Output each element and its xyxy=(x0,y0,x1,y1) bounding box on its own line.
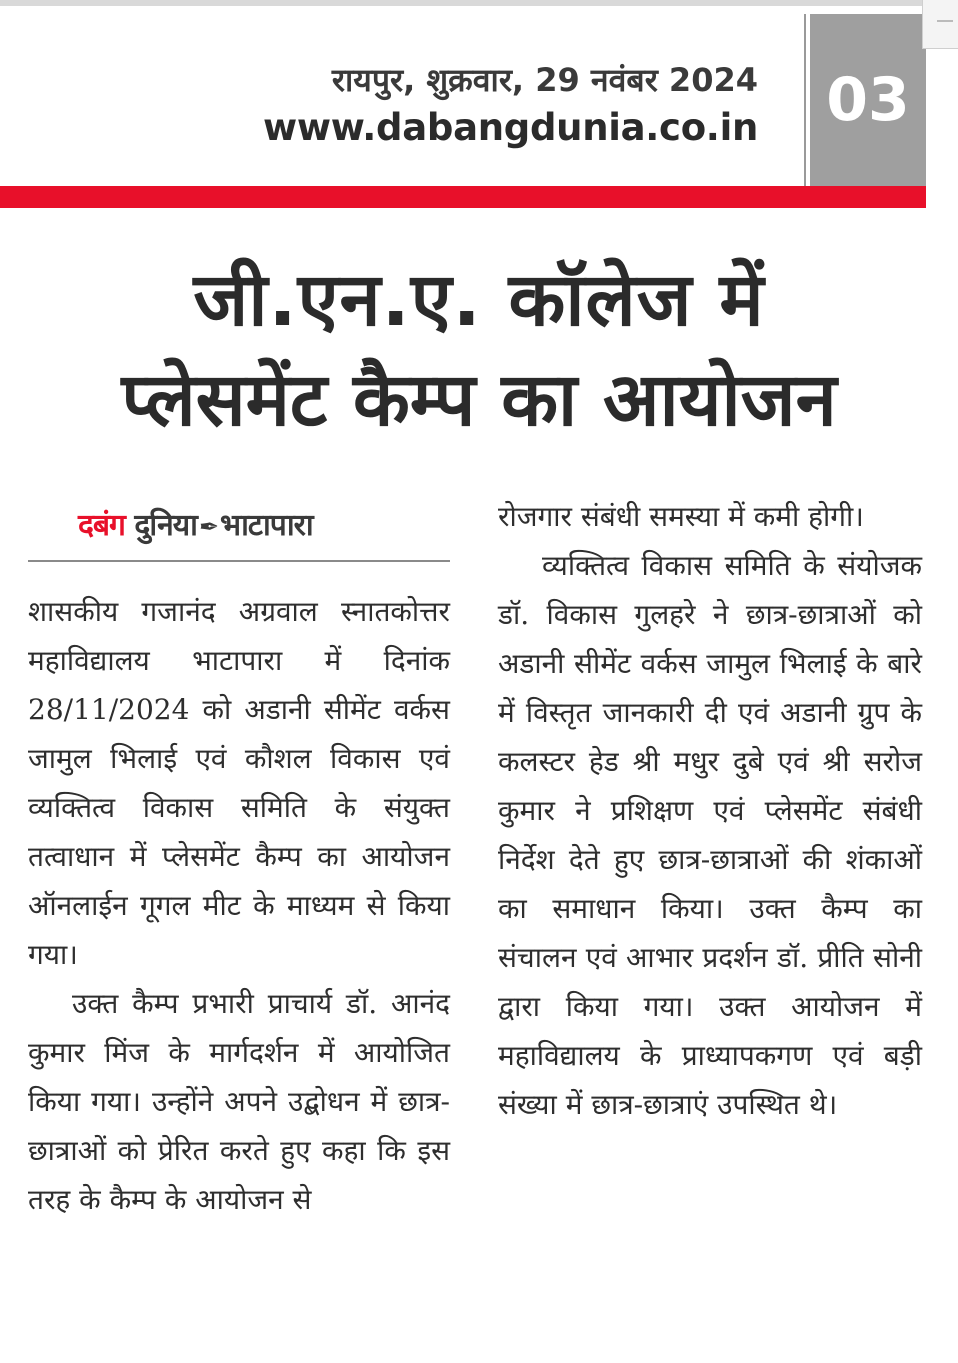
pen-nib-icon: ✒ xyxy=(198,513,219,541)
headline-line-1: जी.एन.ए. कॉलेज में xyxy=(193,257,765,343)
article-column-left xyxy=(28,587,450,1224)
article-headline xyxy=(0,250,958,450)
byline-brand-duniya: दुनिया xyxy=(134,508,197,543)
page-number: 03 xyxy=(826,65,910,135)
page-number-box xyxy=(810,14,926,186)
byline xyxy=(78,503,313,544)
top-gray-strip xyxy=(0,0,958,6)
byline-place: भाटापारा xyxy=(220,508,313,543)
byline-brand-dabang: दबंग xyxy=(78,508,125,543)
article-paragraph: शासकीय गजानंद अग्रवाल स्नातकोत्तर महाविद्यालय भाटापारा में दिनांक 28/11/2024 को अडानी सीमेंट वर्कस जामुल भिलाई एवं कौशल विकास एवं व्यक्तित्व विकास समिति के संयुक्त तत्वाधान में प्लेसमेंट कैम्प का आयोजन ऑनलाईन गूगल मीट के माध्यम से किया गया। xyxy=(28,595,450,971)
masthead-info xyxy=(263,58,758,154)
header-divider xyxy=(804,14,806,186)
corner-handle-icon[interactable] xyxy=(922,0,958,49)
headline-line-2: प्लेसमेंट कैम्प का आयोजन xyxy=(121,357,837,443)
byline-divider xyxy=(28,560,450,562)
website-url[interactable]: www.dabangdunia.co.in xyxy=(263,106,758,149)
article-paragraph: रोजगार संबंधी समस्या में कमी होगी। xyxy=(498,500,864,533)
article-column-right xyxy=(498,492,922,1129)
article-paragraph: व्यक्तित्व विकास समिति के संयोजक डॉ. विकास गुलहरे ने छात्र-छात्राओं को अडानी सीमेंट वर्कस जामुल भिलाई के बारे में विस्तृत जानकारी दी एवं अडानी ग्रुप के कलस्टर हेड श्री मधुर दुबे एवं श्री सरोज कुमार ने प्रशिक्षण एवं प्लेसमेंट संबंधी निर्देश देते हुए छात्र-छात्राओं की शंकाओं का समाधान किया। उक्त कैम्प का संचालन एवं आभार प्रदर्शन डॉ. प्रीति सोनी द्वारा किया गया। उक्त आयोजन में महाविद्यालय के प्राध्यापकगण एवं बड़ी संख्या में छात्र-छात्राएं उपस्थित थे। xyxy=(498,549,922,1121)
red-header-bar xyxy=(0,186,926,208)
article-paragraph: उक्त कैम्प प्रभारी प्राचार्य डॉ. आनंद कुमार मिंज के मार्गदर्शन में आयोजित किया गया। उन्होंने अपने उद्बोधन में छात्र-छात्राओं को प्रेरित करते हुए कहा कि इस तरह के कैम्प के आयोजन से xyxy=(28,987,450,1216)
edition-date: रायपुर, शुक्रवार, 29 नवंबर 2024 xyxy=(331,61,758,99)
